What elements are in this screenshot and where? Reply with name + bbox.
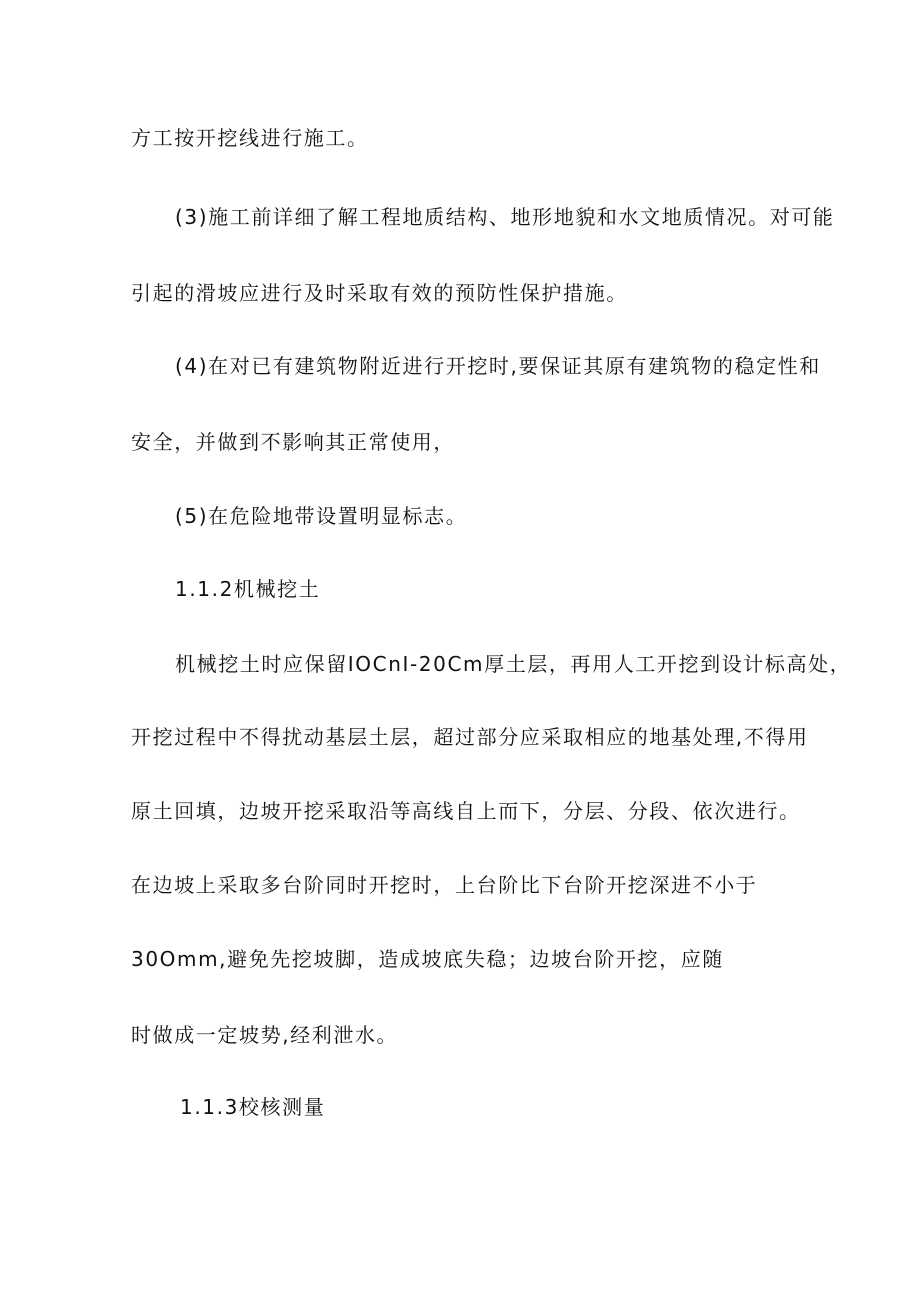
paragraph-line: 开挖过程中不得扰动基层土层，超过部分应采取相应的地基处理,不得用 [131,725,809,749]
paragraph-line: (4)在对已有建筑物附近进行开挖时,要保证其原有建筑物的稳定性和 [175,354,821,378]
section-heading: 1.1.3校核测量 [180,1095,326,1119]
paragraph-line: 安全，并做到不影响其正常使用， [131,430,455,454]
paragraph-line: 方工按开挖线进行施工。 [131,126,369,150]
paragraph-line: 在边坡上采取多台阶同时开挖时，上台阶比下台阶开挖深进不小于 [131,873,758,897]
paragraph-line: 时做成一定坡势,经利泄水。 [131,1023,399,1047]
paragraph-line: 机械挖土时应保留IOCnI-20Cm厚土层，再用人工开挖到设计标高处， [175,652,852,676]
section-heading: 1.1.2机械挖土 [175,577,321,601]
paragraph-line: (3)施工前详细了解工程地质结构、地形地貌和水文地质情况。对可能 [175,205,835,229]
paragraph-line: (5)在危险地带设置明显标志。 [175,504,468,528]
paragraph-line: 原土回填，边坡开挖采取沿等高线自上而下，分层、分段、依次进行。 [131,799,801,823]
paragraph-line: 引起的滑坡应进行及时采取有效的预防性保护措施。 [131,281,628,305]
paragraph-line: 30Omm,避免先挖坡脚，造成坡底失稳；边坡台阶开挖，应随 [131,947,724,971]
